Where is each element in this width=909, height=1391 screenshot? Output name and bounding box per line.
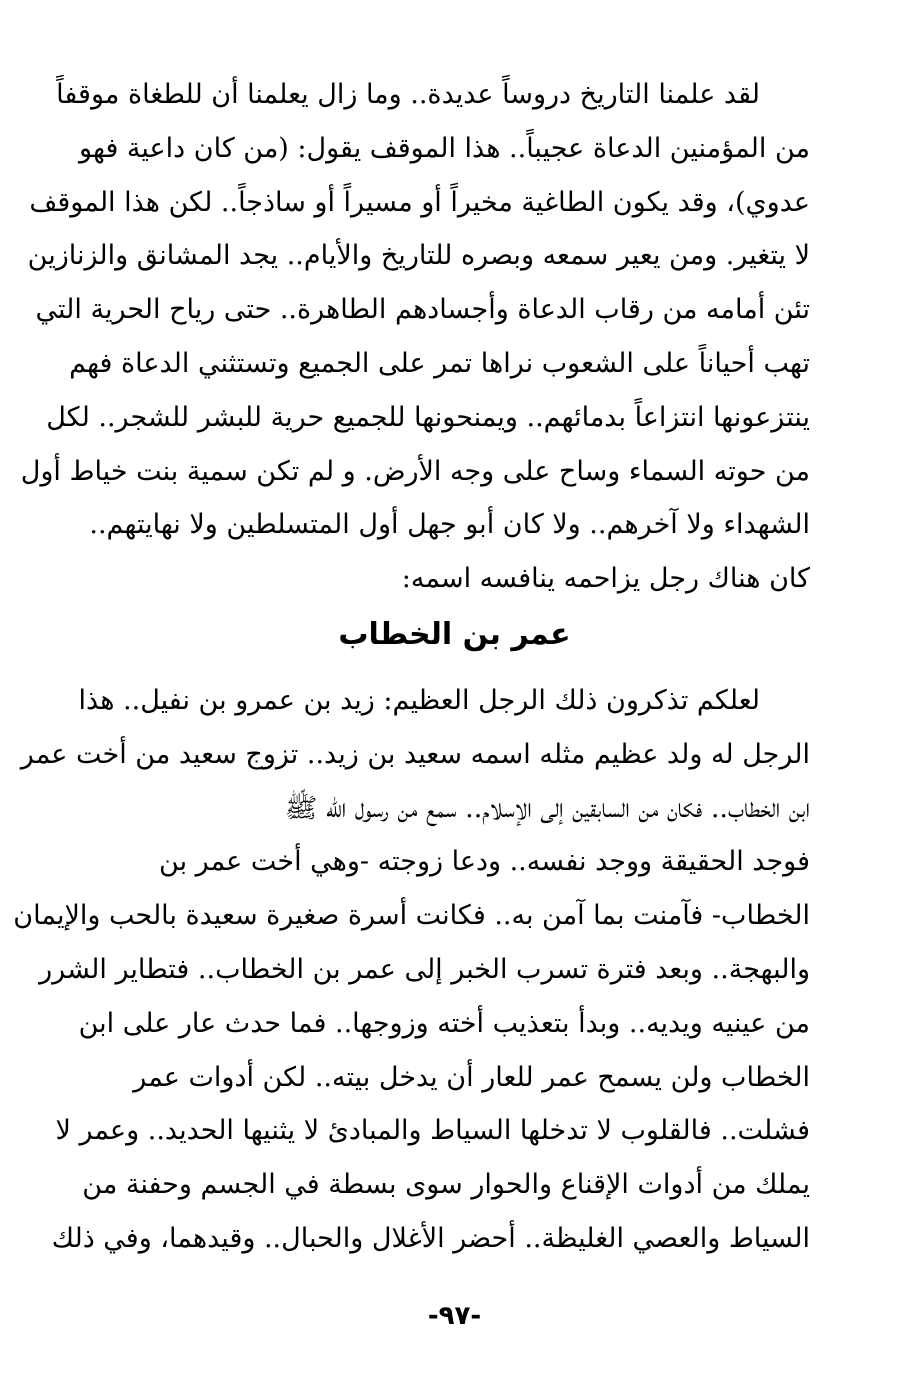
text-line: الشهداء ولا آخرهم.. ولا كان أبو جهل أول المتسلطين ولا نهايتهم.. xyxy=(89,509,810,541)
paragraph-section xyxy=(13,674,810,1266)
text-line: الرجل له ولد عظيم مثله اسمه سعيد بن زيد.. تزوج سعيد من أخت عمر xyxy=(20,738,810,770)
text-line: من عينيه ويديه.. وبدأ بتعذيب أخته وزوجها.. فما حدث عار على ابن xyxy=(78,1007,810,1039)
text-line: ابن الخطاب.. فكان من السابقين إلى الإسلام.. سمع من رسول الله ﷺ xyxy=(284,792,810,824)
text-line: تئن أمامه من رقاب الدعاة وأجسادهم الطاهرة.. حتى رياح الحرية التي xyxy=(35,294,810,326)
text-line: السياط والعصي الغليظة.. أحضر الأغلال والحبال.. وقيدهما، وفي ذلك xyxy=(51,1222,810,1254)
text-line: الخطاب- فآمنت بما آمن به.. فكانت أسرة صغيرة سعيدة بالحب والإيمان xyxy=(13,900,810,932)
text-line: كان هناك رجل يزاحمه ينافسه اسمه: xyxy=(401,563,810,595)
text-line: فوجد الحقيقة ووجد نفسه.. ودعا زوجته -وهي أخت عمر بن xyxy=(159,846,810,878)
text-line: فشلت.. فالقلوب لا تدخلها السياط والمبادئ لا يثنيها الحديد.. وعمر لا xyxy=(55,1115,810,1147)
paragraph-intro xyxy=(20,68,810,606)
text-line: تهب أحياناً على الشعوب نراها تمر على الجميع وتستثني الدعاة فهم xyxy=(69,347,810,379)
text-line: لقد علمنا التاريخ دروساً عديدة.. وما زال يعلمنا أن للطغاة موقفاً xyxy=(56,79,760,110)
text-line: من المؤمنين الدعاة عجيباً.. هذا الموقف يقول: (من كان داعية فهو xyxy=(79,132,810,164)
section-heading: عمر بن الخطاب xyxy=(338,617,571,652)
text-line: ينتزعونها انتزاعاً بدمائهم.. ويمنحونها للجميع حرية للبشر للشجر.. لكل xyxy=(46,401,810,433)
page-number: -٩٧- xyxy=(427,1301,482,1331)
text-line: عدوي)، وقد يكون الطاغية مخيراً أو مسيراً أو ساذجاً.. لكن هذا الموقف xyxy=(29,186,810,218)
text-line: والبهجة.. وبعد فترة تسرب الخبر إلى عمر بن الخطاب.. فتطاير الشرر xyxy=(39,953,810,985)
text-line: الخطاب ولن يسمح عمر للعار أن يدخل بيته.. لكن أدوات عمر xyxy=(133,1061,810,1093)
text-line: يملك من أدوات الإقناع والحوار سوى بسطة في الجسم وحفنة من xyxy=(82,1169,810,1201)
text-line: لعلكم تذكرون ذلك الرجل العظيم: زيد بن عمرو بن نفيل.. هذا xyxy=(78,685,760,716)
text-line: من حوته السماء وساح على وجه الأرض. و لم تكن سمية بنت خياط أول xyxy=(20,455,810,487)
text-line: لا يتغير. ومن يعير سمعه وبصره للتاريخ والأيام.. يجد المشانق والزنازين xyxy=(27,240,810,272)
